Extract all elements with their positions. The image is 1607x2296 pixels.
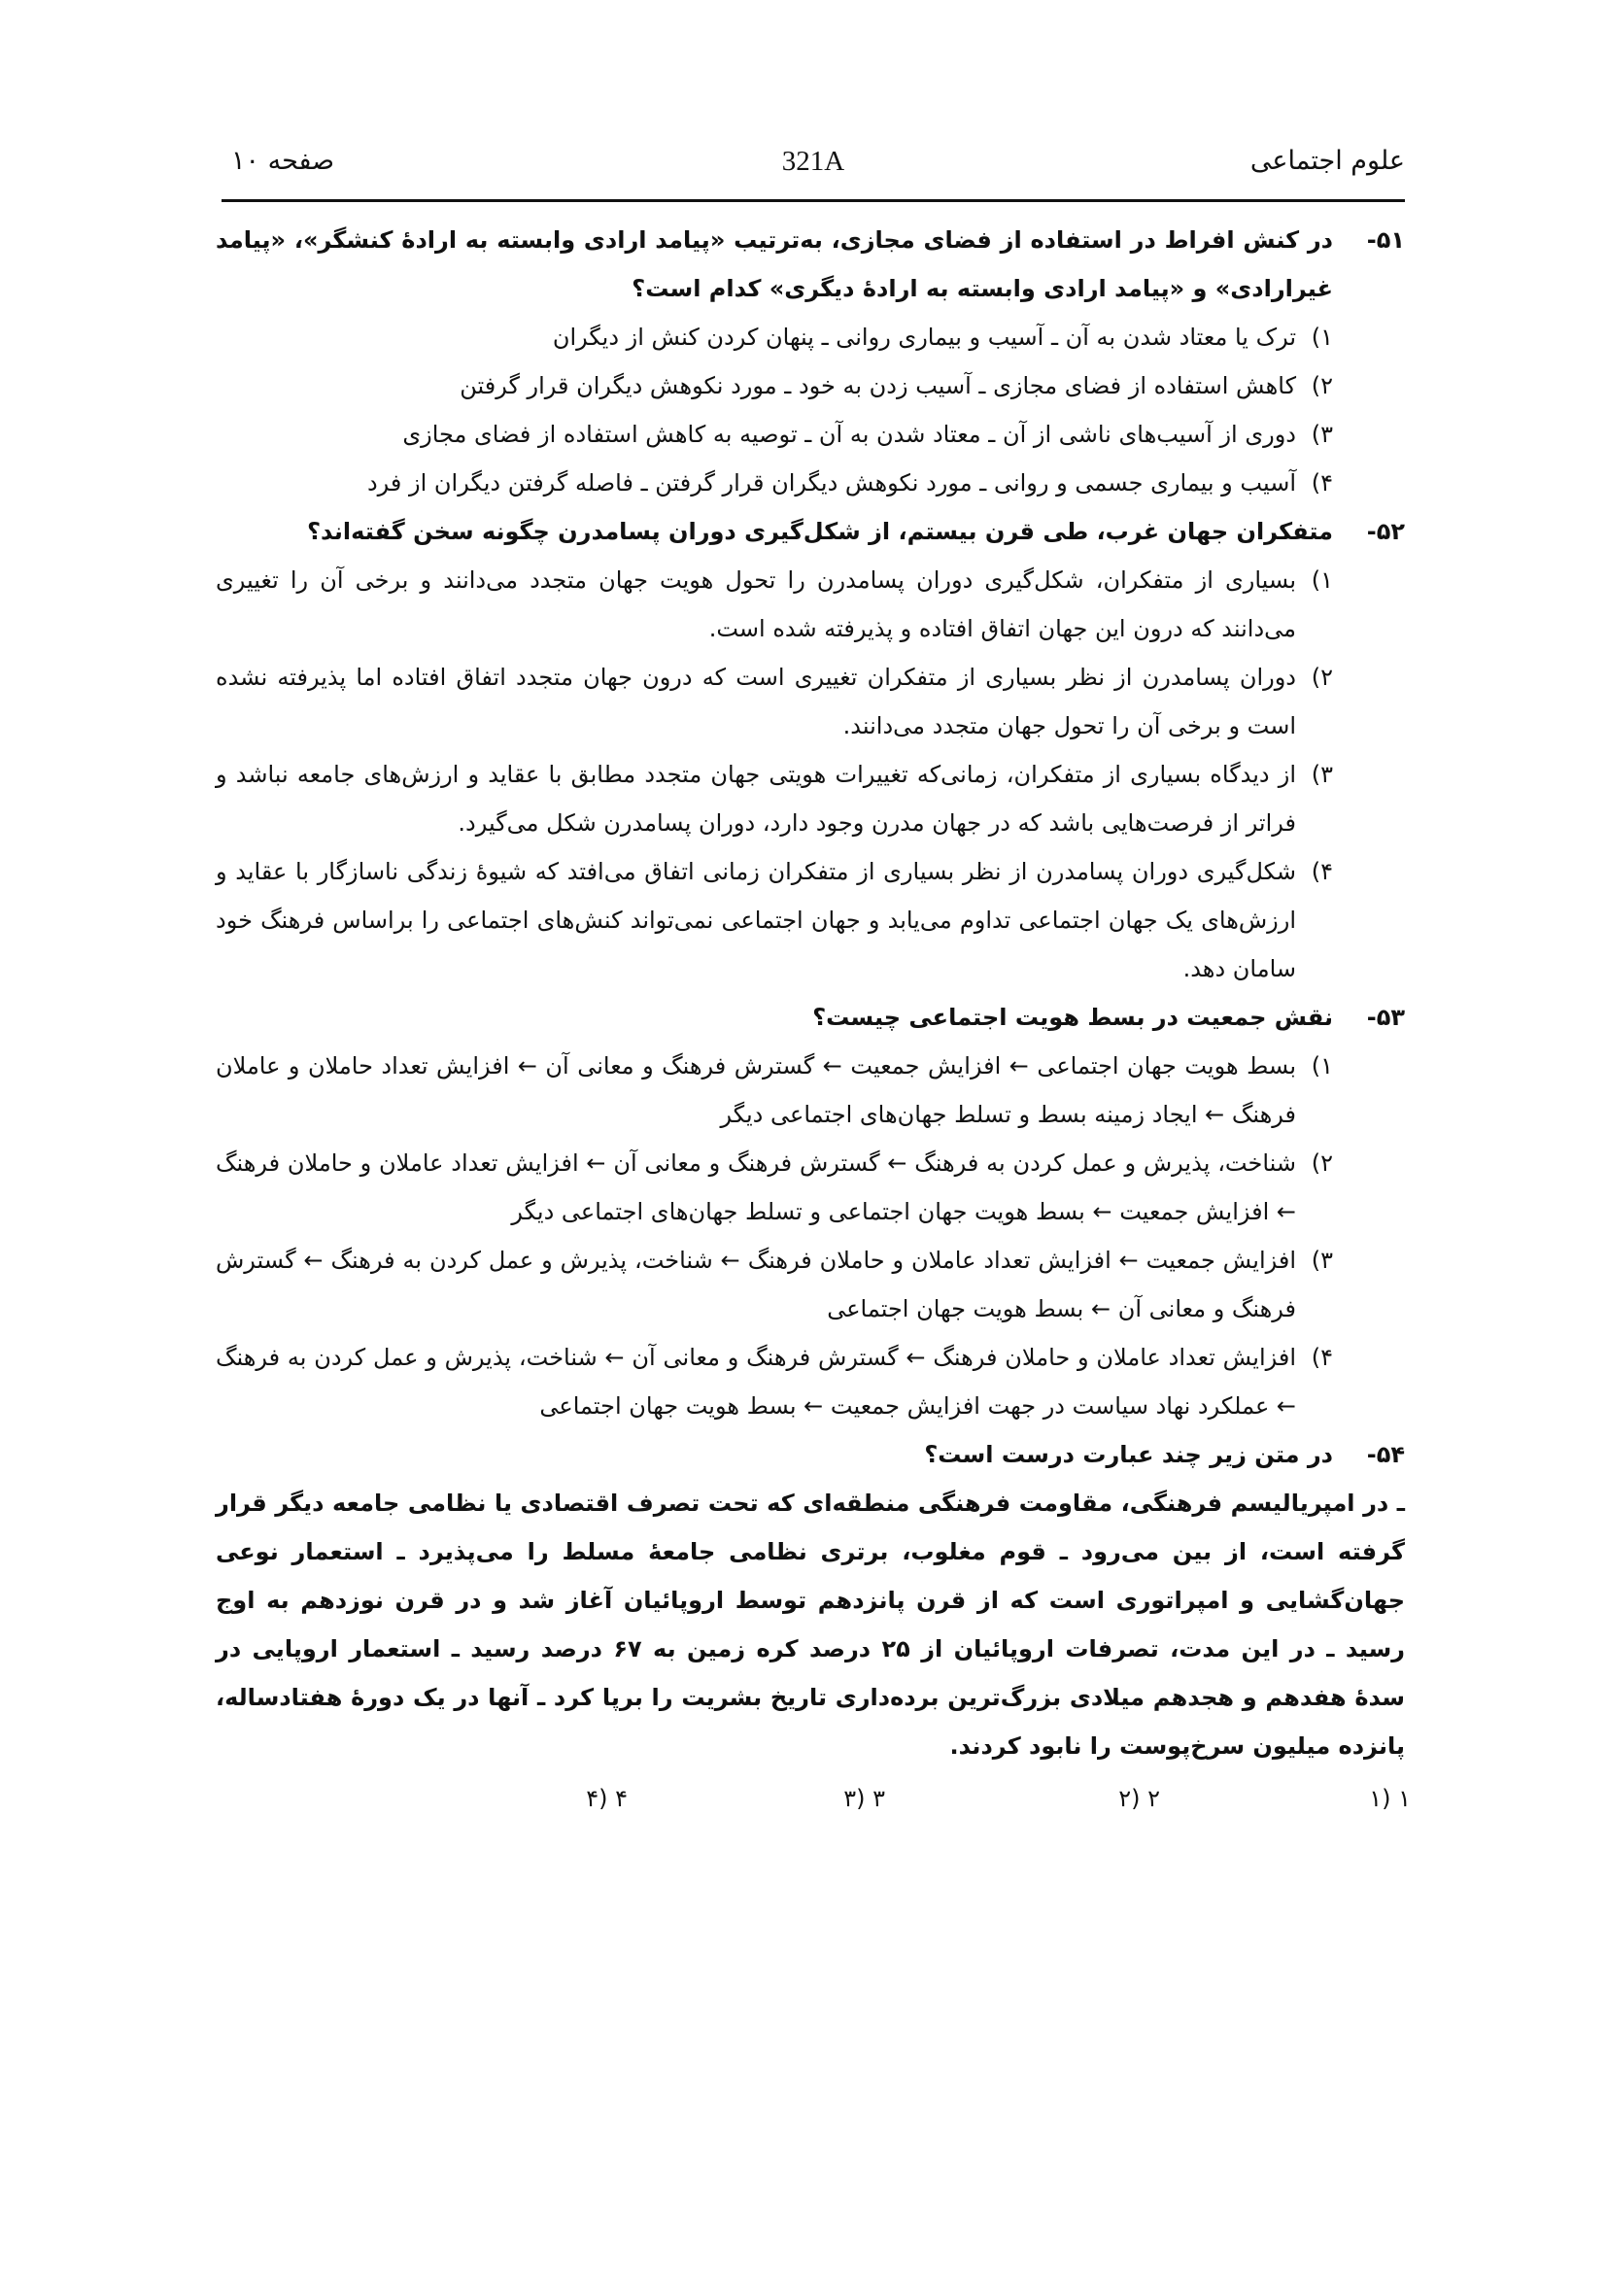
option[interactable] — [216, 556, 1405, 653]
option-number: ۳) — [1311, 761, 1333, 788]
option[interactable] — [216, 847, 1405, 993]
option-number: ۲) — [1311, 372, 1333, 399]
option-text: بسیاری از متفکران، شکل‌گیری دوران پسامدرن را تحول هویت جهان متجدد می‌دانند و برخی آن را تغییری می‌دانند که درون این جهان اتفاق افتاده و پذیرفته شده است. — [216, 566, 1296, 642]
option-text: آسیب و بیماری جسمی و روانی ـ مورد نکوهش دیگران قرار گرفتن ـ فاصله گرفتن دیگران از فرد — [366, 469, 1296, 497]
option-number: ۲) — [1311, 664, 1333, 691]
option[interactable] — [216, 410, 1405, 459]
option-number: ۱) — [1311, 1052, 1333, 1079]
option-text: بسط هویت جهان اجتماعی ← افزایش جمعیت ← گسترش فرهنگ و معانی آن ← افزایش تعداد حاملان و عاملان فرهنگ ← ایجاد زمینه بسط و تسلط جهان‌های اجتماعی دیگر — [216, 1052, 1296, 1128]
option-number: ۲) — [1311, 1149, 1333, 1177]
passage-text: ـ در امپریالیسم فرهنگی، مقاومت فرهنگی منطقه‌ای که تحت تصرف اقتصادی یا نظامی جامعه دیگر قرار گرفته است، از بین می‌رود ـ قوم مغلوب، برتری نظامی جامعهٔ مسلط را می‌پذیرد ـ استعمار نوعی جهان‌گشایی و امپراتوری است که از قرن پانزدهم توسط اروپائیان آغاز شد و در قرن نوزدهم به اوج رسید ـ در این مدت، تصرفات اروپائیان از ۲۵ درصد کره زمین به ۶۷ درصد رسید ـ استعمار اروپایی در سدهٔ هفدهم و هجدهم میلادی بزرگ‌ترین برده‌داری تاریخ بشریت را برپا کرد ـ آنها در یک دورهٔ هفتادساله، پانزده میلیون سرخ‌پوست را نابود کردند. — [216, 1490, 1405, 1760]
option-number: ۱) — [1311, 324, 1333, 351]
page-number: صفحه ۱۰ — [231, 146, 335, 176]
option-number: ۴) — [1311, 1344, 1333, 1371]
question-53 — [216, 993, 1405, 1042]
question-51 — [216, 216, 1405, 313]
exam-code: 321A — [781, 146, 845, 177]
option[interactable] — [216, 459, 1405, 507]
option-number: ۳) — [1311, 1247, 1333, 1274]
header-divider — [222, 199, 1405, 202]
question-number: ۵۱- — [1366, 226, 1405, 254]
question-number: ۵۴- — [1366, 1441, 1405, 1468]
option-number: ۴) — [1311, 469, 1333, 497]
option-text: دوری از آسیب‌های ناشی از آن ـ معتاد شدن به آن ـ توصیه به کاهش استفاده از فضای مجازی — [402, 421, 1296, 448]
option-text: شناخت، پذیرش و عمل کردن به فرهنگ ← گسترش فرهنگ و معانی آن ← افزایش تعداد عاملان و حاملان فرهنگ ← افزایش جمعیت ← بسط هویت جهان اجتماعی و تسلط جهان‌های اجتماعی دیگر — [216, 1149, 1296, 1225]
question-52 — [216, 507, 1405, 556]
option[interactable] — [216, 361, 1405, 410]
option-text: کاهش استفاده از فضای مجازی ـ آسیب زدن به خود ـ مورد نکوهش دیگران قرار گرفتن — [460, 372, 1296, 399]
question-number: ۵۲- — [1366, 518, 1405, 545]
option[interactable] — [216, 1139, 1405, 1236]
option-text: ترک یا معتاد شدن به آن ـ آسیب و بیماری روانی ـ پنهان کردن کنش از دیگران — [552, 324, 1296, 351]
questions-area — [216, 216, 1411, 1823]
question-text: در متن زیر چند عبارت درست است؟ — [924, 1441, 1333, 1468]
option-text: افزایش جمعیت ← افزایش تعداد عاملان و حاملان فرهنگ ← شناخت، پذیرش و عمل کردن به فرهنگ ← گسترش فرهنگ و معانی آن ← بسط هویت جهان اجتماعی — [216, 1247, 1296, 1322]
option[interactable] — [216, 313, 1405, 361]
option-number: ۱) — [1311, 566, 1333, 594]
option-text: شکل‌گیری دوران پسامدرن از نظر بسیاری از متفکران زمانی اتفاق می‌افتد که شیوهٔ زندگی ناسازگار با عقاید و ارزش‌های یک جهان اجتماعی تداوم می‌یابد و جهان اجتماعی نمی‌تواند کنش‌های اجتماعی را براساس فرهنگ خود سامان دهد. — [216, 858, 1296, 982]
question-text: متفکران جهان غرب، طی قرن بیستم، از شکل‌گیری دوران پسامدرن چگونه سخن گفته‌اند؟ — [307, 518, 1333, 545]
page-header — [222, 146, 1405, 190]
question-number: ۵۳- — [1366, 1004, 1405, 1031]
option[interactable] — [216, 1333, 1405, 1430]
subject-title: علوم اجتماعی — [1249, 146, 1405, 176]
option[interactable] — [216, 1236, 1405, 1333]
question-text: در کنش افراط در استفاده از فضای مجازی، به‌ترتیب «پیامد ارادی وابسته به ارادهٔ کنشگر»، «پیامد غیرارادی» و «پیامد ارادی وابسته به ارادهٔ دیگری» کدام است؟ — [216, 226, 1333, 302]
option[interactable] — [216, 1042, 1405, 1139]
choice-1[interactable]: ۱ (۱ — [1369, 1785, 1411, 1812]
option-number: ۴) — [1311, 858, 1333, 885]
option[interactable] — [216, 653, 1405, 750]
choice-2[interactable]: ۲ (۲ — [1118, 1785, 1160, 1812]
question-text: نقش جمعیت در بسط هویت اجتماعی چیست؟ — [812, 1004, 1333, 1031]
option-text: از دیدگاه بسیاری از متفکران، زمانی‌که تغییرات هویتی جهان متجدد مطابق با عقاید و ارزش‌های جامعه نباشد و فراتر از فرصت‌هایی باشد که در جهان مدرن وجود دارد، دوران پسامدرن شکل می‌گیرد. — [216, 761, 1296, 837]
question-54 — [216, 1430, 1405, 1479]
choice-4[interactable]: ۴ (۴ — [586, 1785, 628, 1812]
option-number: ۳) — [1311, 421, 1333, 448]
option[interactable] — [216, 750, 1405, 847]
answer-choices — [216, 1774, 1411, 1823]
option-text: افزایش تعداد عاملان و حاملان فرهنگ ← گسترش فرهنگ و معانی آن ← شناخت، پذیرش و عمل کردن به فرهنگ ← عملکرد نهاد سیاست در جهت افزایش جمعیت ← بسط هویت جهان اجتماعی — [216, 1344, 1296, 1420]
option-text: دوران پسامدرن از نظر بسیاری از متفکران تغییری است که درون جهان متجدد اتفاق افتاده اما پذیرفته نشده است و برخی آن را تحول جهان متجدد می‌دانند. — [216, 664, 1296, 739]
choice-3[interactable]: ۳ (۳ — [843, 1785, 885, 1812]
